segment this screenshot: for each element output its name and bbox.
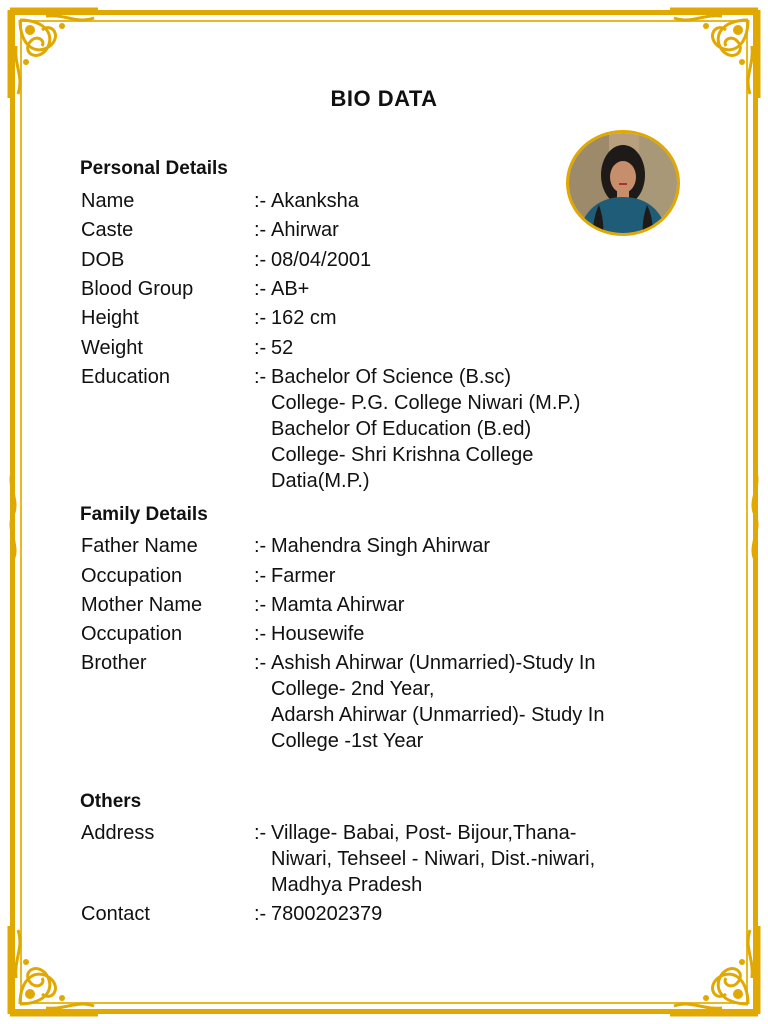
row-separator: :- [254, 307, 267, 329]
row-separator: :- [254, 278, 267, 300]
section-heading-others: Others [80, 791, 142, 812]
row-value: AB+ [271, 278, 310, 300]
row-separator: :- [254, 249, 267, 271]
row-separator: :- [254, 652, 267, 674]
row-value: Farmer [271, 565, 336, 587]
row-label: Mother Name [81, 594, 203, 616]
row-value-continued: Datia(M.P.) [271, 470, 370, 492]
row-separator: :- [254, 822, 267, 844]
page-title: BIO DATA [330, 86, 438, 111]
row-value-continued: College -1st Year [271, 730, 424, 752]
row-label: Weight [81, 337, 143, 359]
row-separator: :- [254, 535, 267, 557]
row-separator: :- [254, 903, 267, 925]
row-label: Address [81, 822, 155, 844]
row-value-continued: Niwari, Tehseel - Niwari, Dist.-niwari, [271, 848, 596, 870]
ornament-side-icon [6, 470, 20, 560]
row-label: Brother [81, 652, 147, 674]
row-label: Caste [81, 219, 134, 241]
row-separator: :- [254, 219, 267, 241]
ornament-side-icon [748, 470, 762, 560]
row-value: 52 [271, 337, 294, 359]
row-separator: :- [254, 190, 267, 212]
row-label: Contact [81, 903, 150, 925]
row-value: 08/04/2001 [271, 249, 372, 271]
row-separator: :- [254, 565, 267, 587]
row-separator: :- [254, 623, 267, 645]
row-value: Housewife [271, 623, 365, 645]
row-value: Akanksha [271, 190, 359, 212]
section-heading-personal: Personal Details [80, 158, 228, 179]
row-label: DOB [81, 249, 125, 271]
row-value-continued: College- Shri Krishna College [271, 444, 534, 466]
row-label: Height [81, 307, 139, 329]
row-value: Bachelor Of Science (B.sc) [271, 366, 512, 388]
row-value-continued: College- P.G. College Niwari (M.P.) [271, 392, 581, 414]
row-label: Name [81, 190, 135, 212]
row-value: Mahendra Singh Ahirwar [271, 535, 491, 557]
row-value-continued: Adarsh Ahirwar (Unmarried)- Study In [271, 704, 605, 726]
row-value: Village- Babai, Post- Bijour,Thana- [271, 822, 577, 844]
profile-photo [566, 130, 680, 236]
row-value-continued: Bachelor Of Education (B.ed) [271, 418, 532, 440]
ornament-corner-icon [6, 922, 102, 1018]
row-separator: :- [254, 594, 267, 616]
row-value: Ahirwar [271, 219, 339, 241]
row-value-continued: College- 2nd Year, [271, 678, 435, 700]
row-label: Education [81, 366, 170, 388]
ornament-corner-icon [666, 922, 762, 1018]
row-separator: :- [254, 337, 267, 359]
row-value: 7800202379 [271, 903, 383, 925]
row-label: Occupation [81, 623, 183, 645]
row-label: Blood Group [81, 278, 194, 300]
row-value: 162 cm [271, 307, 337, 329]
row-value: Ashish Ahirwar (Unmarried)-Study In [271, 652, 596, 674]
row-value: Mamta Ahirwar [271, 594, 405, 616]
row-separator: :- [254, 366, 267, 388]
row-value-continued: Madhya Pradesh [271, 874, 423, 896]
row-label: Father Name [81, 535, 198, 557]
row-label: Occupation [81, 565, 183, 587]
section-heading-family: Family Details [80, 504, 208, 525]
person-photo-icon [569, 133, 677, 233]
